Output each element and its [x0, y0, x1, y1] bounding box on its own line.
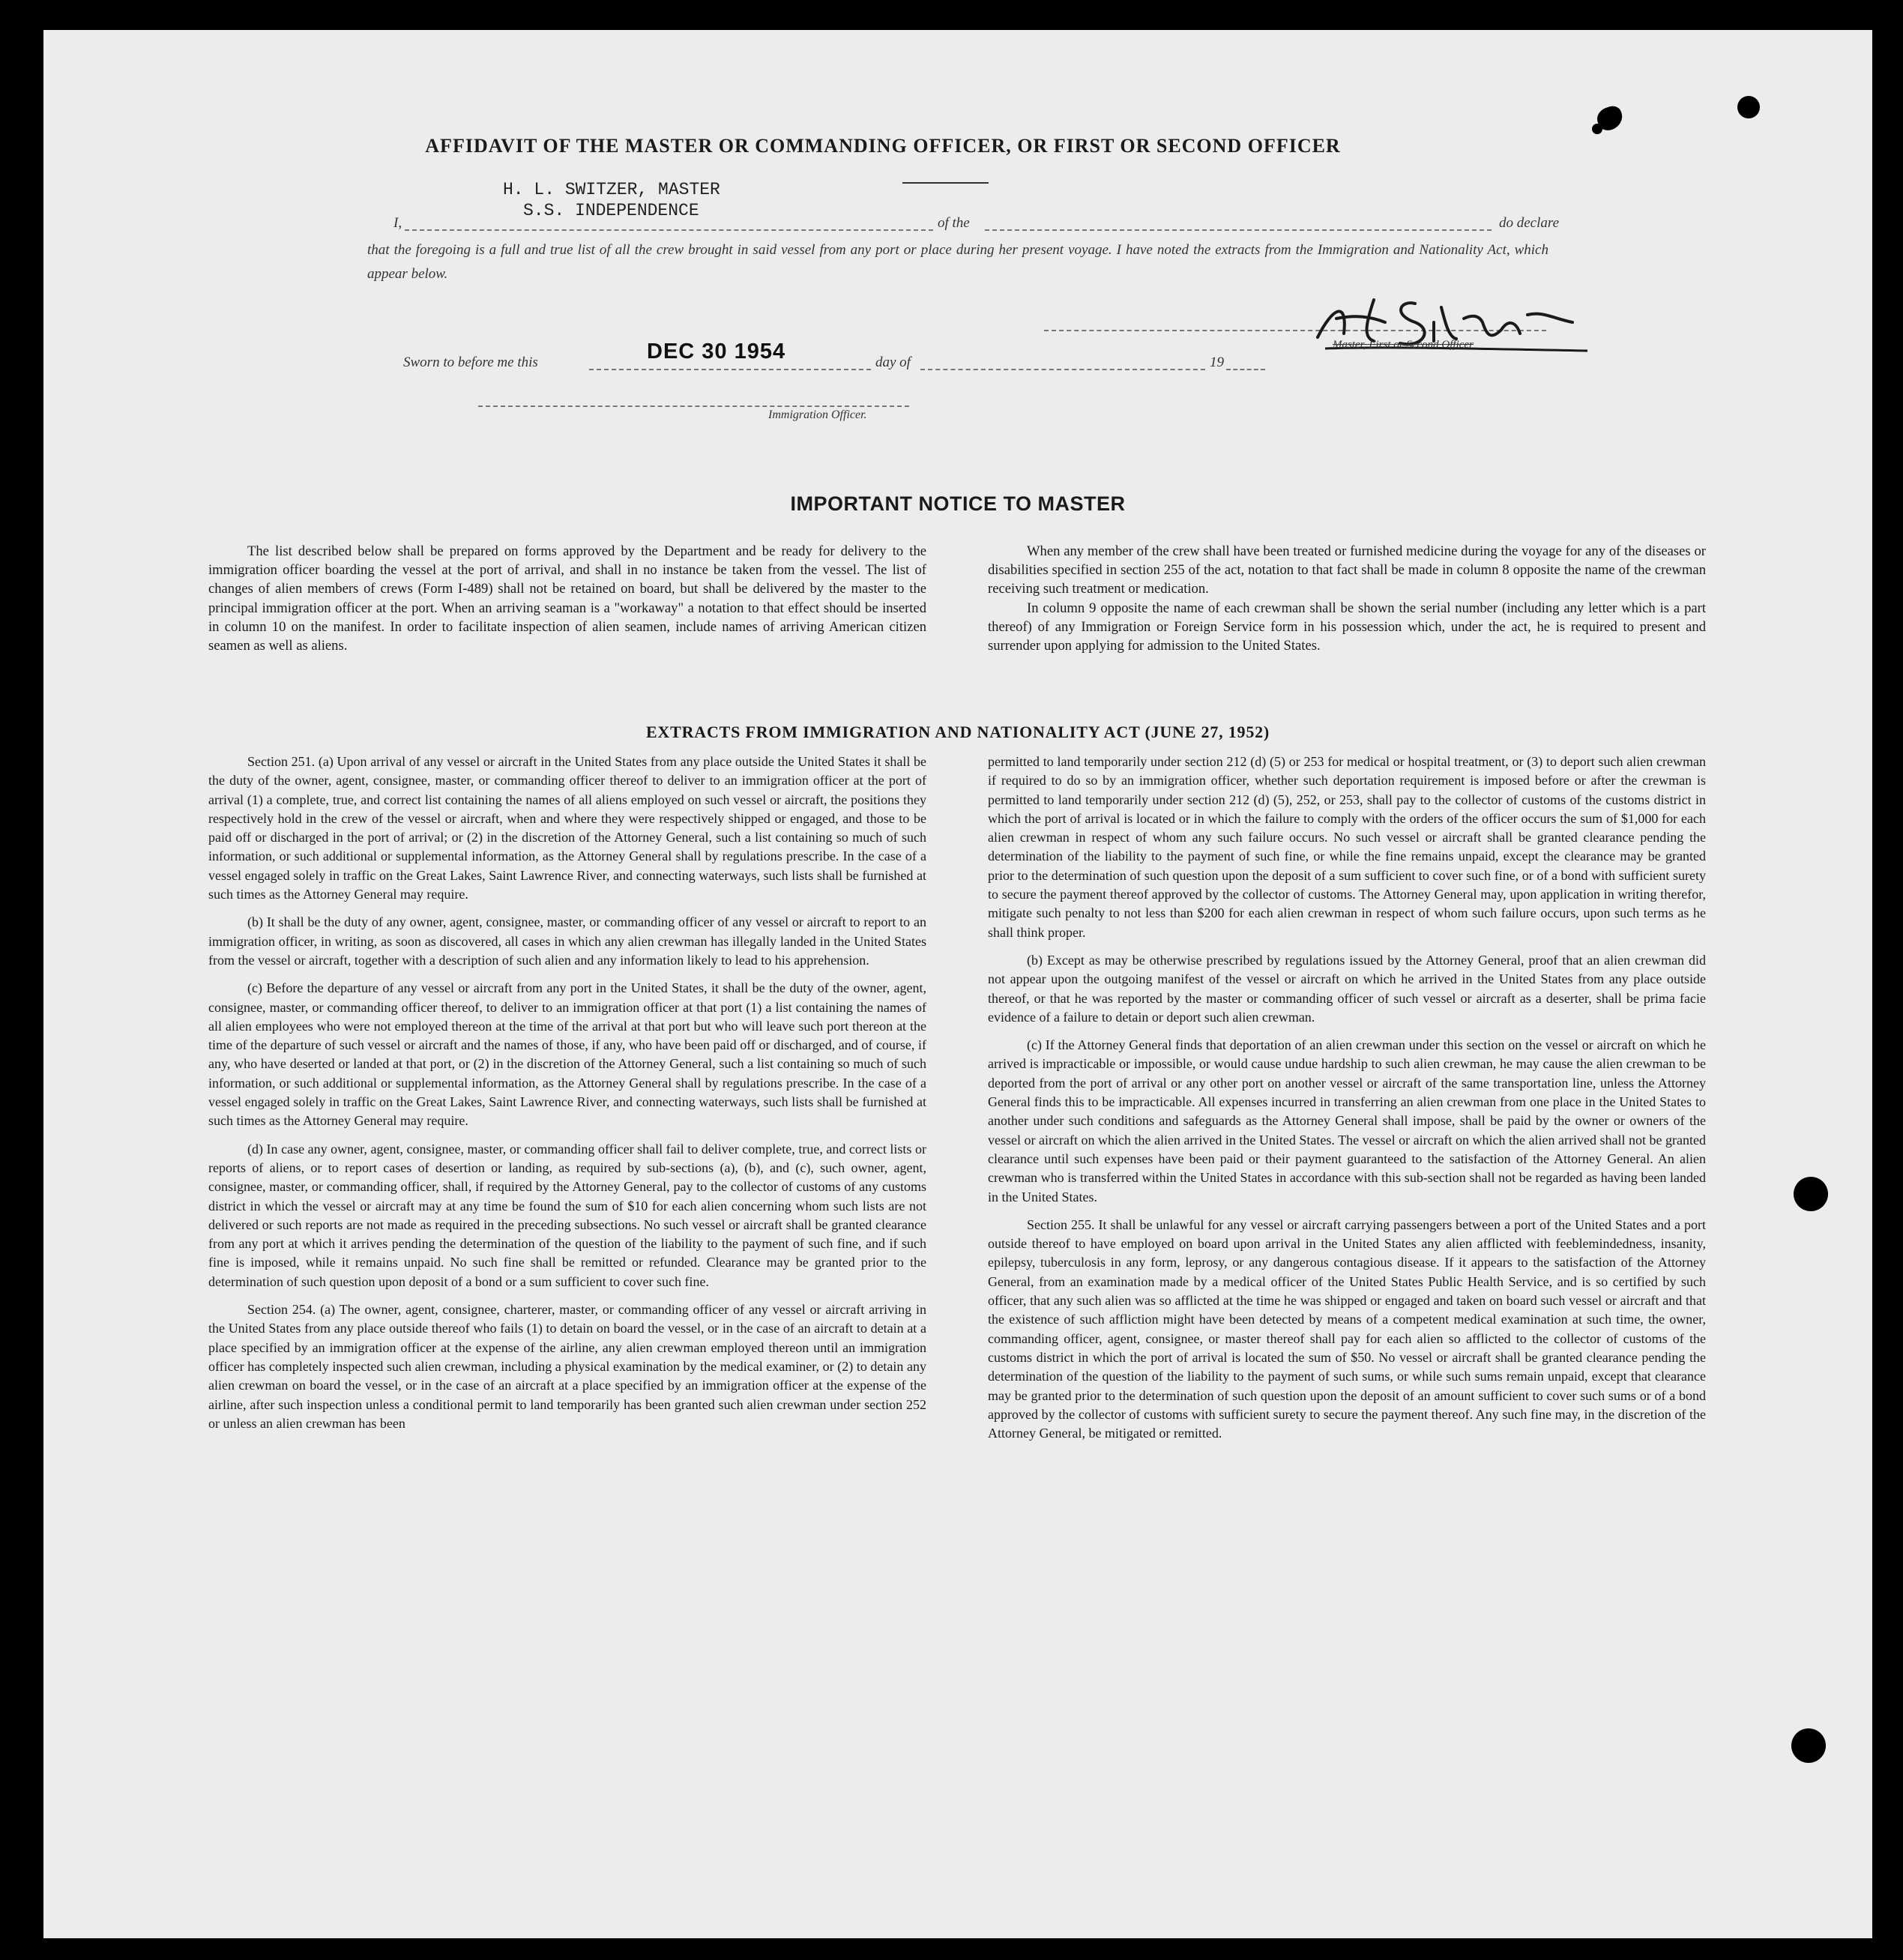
notice-right-column: [988, 542, 1706, 655]
sworn-year-blank: [1226, 369, 1265, 370]
sworn-prefix: Sworn to before me this: [403, 355, 538, 370]
sworn-day-of: day of: [875, 355, 911, 370]
extract-section-254c: (c) If the Attorney General finds that deportation of an alien crewman under this section on the vessel or aircraft on which he arrived is impracticable or impossible, or would cause undue hardship to such alien crewman, he may cause the alien crewman to be deported from the port of arrival or any other port on another vessel or aircraft of the same transportation line, unless the Attorney General finds this to be impracticable. All expenses incurred in transferring an alien crewman from one place in the United States to another under such conditions and safeguards as the Attorney General shall impose, shall be paid by the owner or owners of the vessel or aircraft on which the alien arrived in the United States. The vessel or aircraft on which the alien arrived shall not be granted clearance until such expenses have been paid or their payment guaranteed to the satisfaction of the Attorney General. An alien crewman who is transferred within the United States in accordance with this sub-section shall not be regarded as having been landed in the United States.: [988, 1037, 1706, 1204]
notice-right-paragraph-2: In column 9 opposite the name of each crewman shall be shown the serial number (including any letter which is a part thereof) of any Immigration or Foreign Service form in his possession which, under the act, he is required to present and surrender upon applying for admission to the United States.: [988, 600, 1706, 654]
officer-caption: Immigration Officer.: [768, 408, 867, 421]
extract-section-254a: Section 254. (a) The owner, agent, consignee, charterer, master, or commanding officer of any vessel or aircraft arriving in the United States from any place outside thereof who fails (1) to detain on board the vessel, or in the case of an aircraft to detain at a place specified by an immigration officer at the expense of the airline, any alien crewman employed thereon until an immigration officer has completely inspected such alien crewman, including a physical examination by the medical examiner, or (2) to detain any alien crewman on board the vessel, or in the case of an aircraft at a place specified by an immigration officer at the expense of the airline, after such inspection unless a conditional permit to land temporarily has been granted such alien crewman under section 252 or unless an alien crewman has been: [208, 1302, 926, 1431]
punch-hole: [1791, 1728, 1826, 1763]
notice-left-column: [208, 542, 926, 655]
extract-section-255: Section 255. It shall be unlawful for any vessel or aircraft carrying passengers between a port of the United States and a port outside thereof to have employed on board upon arrival in the United States any alien afflicted with feeblemindedness, insanity, epilepsy, tuberculosis in any form, leprosy, or any dangerous contagious disease. If it appears to the satisfaction of the Attorney General, from an examination made by a medical officer of the United States Public Health Service, and is so certified by such officer, that any such alien was so afflicted at the time he was shipped or engaged and taken on board such vessel or aircraft and that the existence of such affliction might have been detected by means of a competent medical examination at such time, the owner, commanding officer, agent, consignee, or master thereof shall pay for each alien so afflicted to the collector of customs of the customs district in which the port of arrival is located the sum of $50. No vessel or aircraft shall be granted clearance pending the determination of the question of the liability to the payment of such sums, or while such sums remain unpaid, except that clearance may be granted prior to the determination of such question upon the deposit of an amount sufficient to cover such sums or of a bond approved by the collector of customs with sufficient surety to secure the payment thereof. Any such fine may, in the discretion of the Attorney General, be mitigated or remitted.: [988, 1216, 1706, 1441]
notice-left-paragraph: The list described below shall be prepared on forms approved by the Department and be ready for delivery to the immigration officer boarding the vessel at the port of arrival, and shall in no instance be taken from the vessel. The list of changes of alien members of crews (Form I-489) shall not be retained on board, but shall be delivered by the master to the principal immigration officer at the port. When an arriving seaman is a "workaway" a notation to that effect should be inserted in column 10 on the manifest. In order to facilitate inspection of alien seamen, include names of arriving American citizen seamen as well as aliens.: [208, 543, 926, 654]
affidavit-declaration: that the foregoing is a full and true list of all the crew brought in said vessel from any port or place during her present voyage. I have noted the extracts from the Immigration and Nationality Act, which appear below.: [367, 242, 1548, 282]
vessel-blank: [985, 229, 1492, 231]
title-rule: [902, 182, 989, 184]
officer-signature-line: [478, 405, 909, 407]
sworn-date-blank: [589, 369, 871, 370]
signature-caption: Master, First or Second Officer: [1333, 339, 1474, 351]
ink-blot: [1737, 96, 1760, 118]
name-blank: [405, 229, 933, 231]
extract-section-254b: (b) Except as may be otherwise prescribed by regulations issued by the Attorney General, proof that an alien crewman did not appear upon the outgoing manifest of the vessel or aircraft on which he arrived in the United States from any place outside thereof, or that he was reported by the master or commanding officer of such vessel or aircraft as a deserter, shall be prima facie evidence of a failure to detain or deport such alien crewman.: [988, 952, 1706, 1025]
affidavit-do-declare: do declare: [1499, 215, 1560, 231]
extracts-left-column: [208, 753, 926, 1442]
extract-section-251d: (d) In case any owner, agent, consignee, master, or commanding officer shall fail to deliver complete, true, and correct lists or reports of aliens, or to report cases of desertion or landing, as required by sub-sections (a), (b), and (c), such owner, agent, consignee, master, or commanding officer, shall, if required by the Attorney General, pay to the collector of customs of any customs district in which the vessel or aircraft may at any time be found the sum of $10 for each alien concerning whom such lists are not delivered or such reports are not made as required in the preceding subsections. No such vessel or aircraft shall be granted clearance from any port at which it arrives pending the determination of the question of the liability to the payment of such fine, and if such fine is imposed, while it remains unpaid. No such fine shall be remitted or refunded. Clearance may be granted prior to the determination of such question upon deposit of a bond or a sum sufficient to cover such fine.: [208, 1141, 926, 1289]
master-name-typed: H. L. SWITZER, MASTER: [503, 180, 720, 199]
document-page: [43, 30, 1872, 1938]
affidavit-of-the: of the: [938, 215, 970, 231]
affidavit-title: AFFIDAVIT OF THE MASTER OR COMMANDING OFFICER, OR FIRST OR SECOND OFFICER: [425, 135, 1341, 157]
notice-right-paragraph-1: When any member of the crew shall have been treated or furnished medicine during the voyage for any of the diseases or disabilities specified in section 255 of the act, notation to that fact shall be made in column 8 opposite the name of the crewman receiving such treatment or medication.: [988, 543, 1706, 597]
notice-heading: IMPORTANT NOTICE TO MASTER: [790, 492, 1126, 515]
ink-blot: [1592, 124, 1602, 134]
extracts-heading: EXTRACTS FROM IMMIGRATION AND NATIONALITY ACT (JUNE 27, 1952): [645, 723, 1270, 741]
extract-section-251a: Section 251. (a) Upon arrival of any vessel or aircraft in the United States from any place outside the United States it shall be the duty of the owner, agent, consignee, master, or commanding officer thereof to deliver to an immigration officer at the port of arrival (1) a complete, true, and correct list containing the names of all aliens employed on such vessel or aircraft, the positions they respectively hold in the crew of the vessel or aircraft, when and where they were respectively shipped or engaged, and those to be paid off or discharged in the port of arrival; or (2) in the discretion of the Attorney General, such a list containing so much of such information, or such additional or supplemental information, as the Attorney General shall by regulations prescribe. In the case of a vessel engaged solely in traffic on the Great Lakes, Saint Lawrence River, and connecting waterways, such lists shall be furnished at such times as the Attorney General may require.: [208, 754, 926, 902]
affidavit-prefix-i: I,: [393, 215, 402, 231]
extract-section-254a-cont: permitted to land temporarily under section 212 (d) (5) or 253 for medical or hospital treatment, or (3) to deport such alien crewman if required to do so by an immigration officer, whether such deportation requirement is imposed before or after the crewman is permitted to land temporarily under section 212 (d) (5), 252, or 253, shall pay to the collector of customs of the customs district in which the port of arrival is located or in which the failure to comply with the orders of the officer occurs the sum of $1,000 for each alien crewman in respect of whom any such failure occurs. No such vessel or aircraft shall be granted clearance pending the determination of the liability to the payment of such fine, or while the fine remains unpaid, except the clearance may be granted prior to the determination of such question upon the deposit of a sum sufficient to cover such fine, or of a bond with sufficient surety to secure the payment thereof approved by the collector of customs. The Attorney General may, upon application in writing therefor, mitigate such penalty to not less than $200 for each alien crewman in respect of whom such failure occurs, upon such terms as he shall think proper.: [988, 754, 1706, 940]
sworn-month-blank: [920, 369, 1205, 370]
date-stamp: DEC 30 1954: [647, 340, 786, 364]
extract-section-251c: (c) Before the departure of any vessel or aircraft from any port in the United States, it shall be the duty of the owner, agent, consignee, master, or commanding officer thereof, to deliver to an immigration officer at that port (1) a list containing the names of all alien employees who were not employed thereon at the time of the arrival at that port but who will leave such port thereon at the time of the departure of such vessel or aircraft and the names of those, if any, who have been paid off or discharged, and of course, if any, who have deserted or landed at that port, or (2) in the discretion of the Attorney General, such a list containing so much of such information, or such additional or supplemental information, as the Attorney General shall by regulations prescribe. In the case of a vessel engaged solely in traffic on the Great Lakes, Saint Lawrence River, and connecting waterways, such lists shall be furnished at such times as the Attorney General may require.: [208, 980, 926, 1129]
punch-hole: [1794, 1177, 1828, 1211]
extracts-right-column: [988, 753, 1706, 1452]
extract-section-251b: (b) It shall be the duty of any owner, agent, consignee, master, or commanding officer of any vessel or aircraft to report to an immigration officer, in writing, as soon as discovered, all cases in which any alien crewman has illegally landed in the United States from the vessel or aircraft, together with a description of such alien and any information likely to lead to his apprehension.: [208, 914, 926, 968]
sworn-year-prefix: 19: [1210, 355, 1224, 370]
vessel-name-typed: S.S. INDEPENDENCE: [523, 201, 699, 220]
